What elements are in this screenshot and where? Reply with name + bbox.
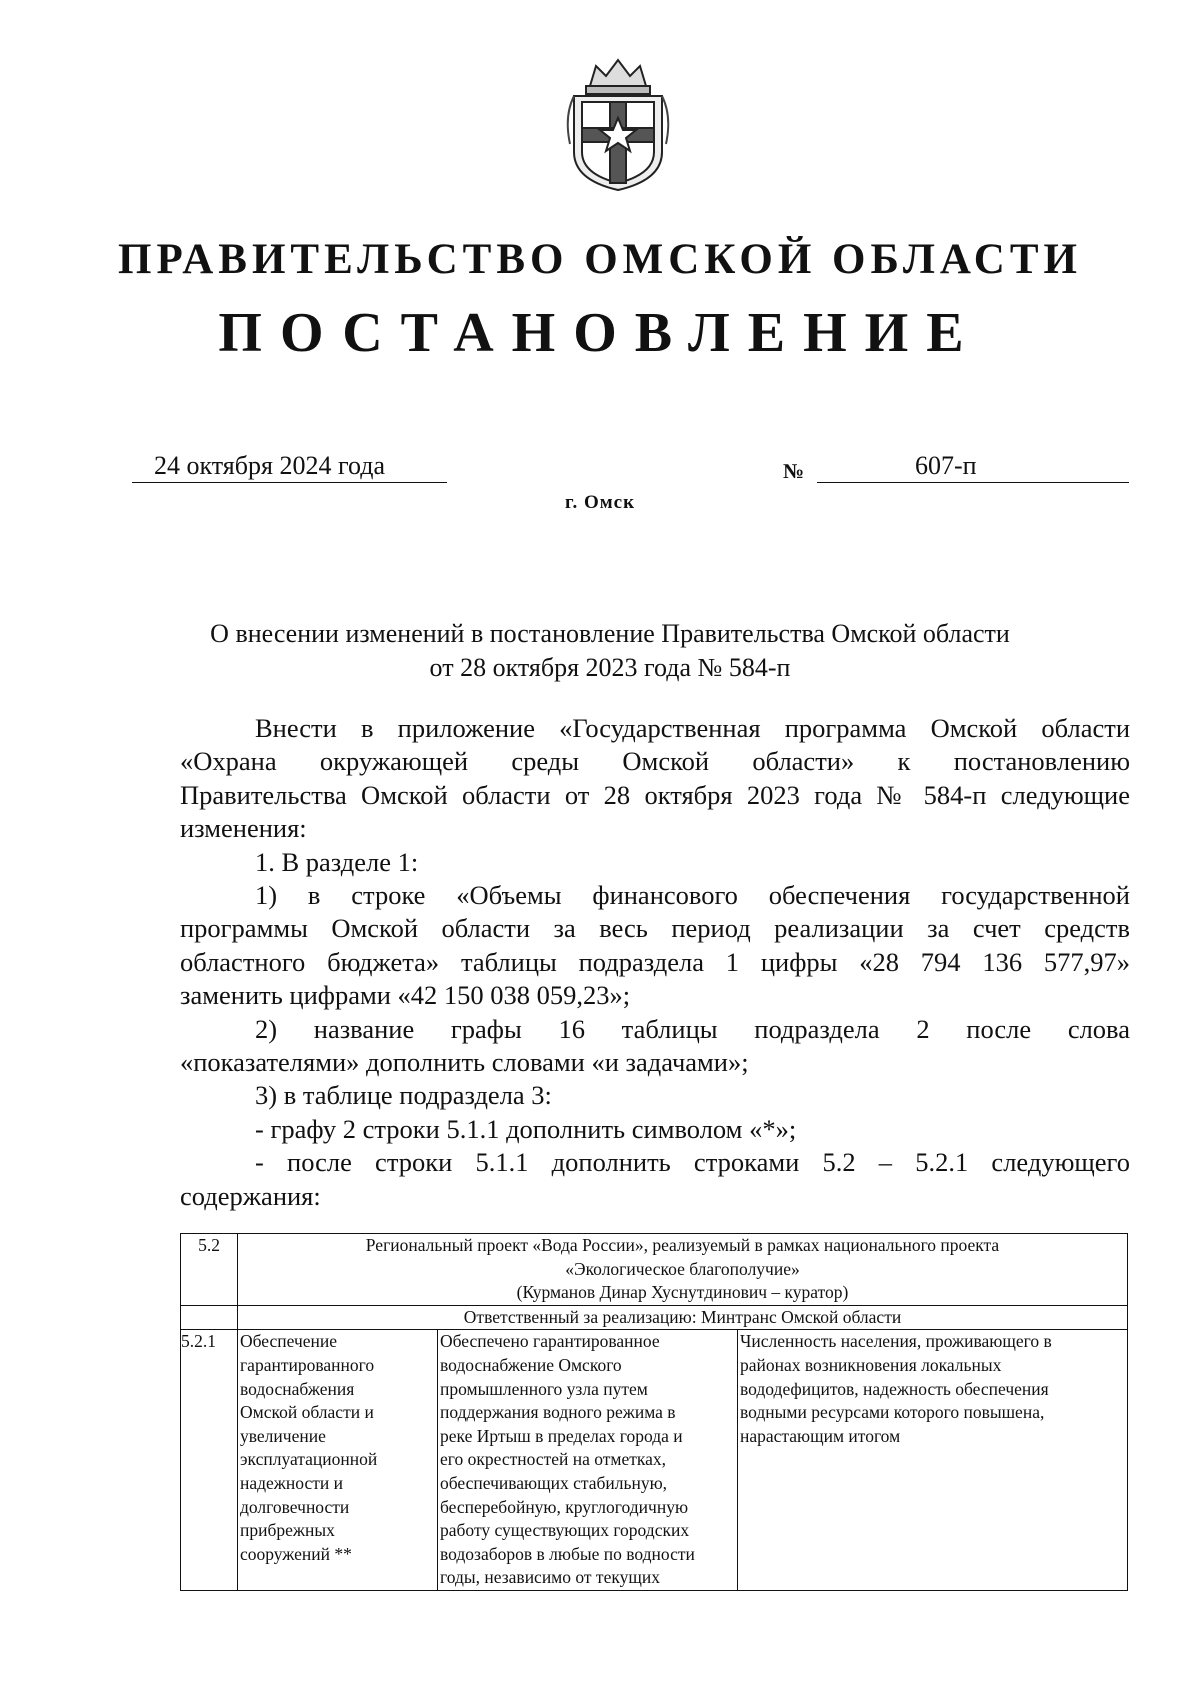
task-cell	[238, 1330, 438, 1591]
cell-line: районах возникновения локальных	[740, 1354, 1002, 1375]
cell-line: долговечности	[240, 1496, 350, 1517]
city-label: г. Омск	[564, 492, 636, 513]
row-number-cell: 5.2.1	[181, 1330, 238, 1591]
table-row	[181, 1305, 1128, 1330]
cell-line: его окрестностей на отметках,	[440, 1449, 667, 1470]
cell-line: Обеспечено гарантированное	[440, 1331, 660, 1352]
body-line: «Охрана окружающей среды Омской области» к постановлению	[180, 746, 1130, 777]
body-line: «показателями» дополнить словами «и задачами»;	[180, 1047, 749, 1078]
table-row	[181, 1234, 1128, 1306]
cell-line: Омской области и	[240, 1402, 374, 1423]
cell-line: работу существующих городских	[440, 1520, 690, 1541]
amendment-table	[180, 1233, 1128, 1591]
document-type-title: ПОСТАНОВЛЕНИЕ	[218, 302, 982, 364]
cell-line: «Экологическое благополучие»	[565, 1258, 800, 1279]
responsible-cell: Ответственный за реализацию: Минтранс Омской области	[238, 1305, 1128, 1330]
document-number: 607-п	[817, 450, 1129, 483]
cell-line: (Курманов Динар Хуснутдинович – куратор)	[516, 1282, 849, 1303]
table-row	[181, 1330, 1128, 1591]
body-line: 2) название графы 16 таблицы подраздела 2 после слова	[255, 1013, 1130, 1044]
cell-line: гарантированного	[240, 1354, 375, 1375]
body-line: 1. В разделе 1:	[255, 846, 419, 877]
omsk-coat-of-arms-emblem	[560, 56, 676, 192]
cell-line: вододефицитов, надежность обеспечения	[740, 1378, 1049, 1399]
indicator-cell	[738, 1330, 1128, 1591]
cell-line: нарастающим итогом	[740, 1425, 901, 1446]
cell-line: Региональный проект «Вода России», реализуемый в рамках национального проекта	[365, 1235, 1000, 1255]
subject-line: от 28 октября 2023 года № 584-п	[429, 653, 791, 682]
result-cell	[438, 1330, 738, 1591]
cell-line: годы, независимо от текущих	[440, 1567, 660, 1588]
body-line: программы Омской области за весь период реализации за счет средств	[180, 913, 1130, 944]
cell-line: реке Иртыш в пределах города и	[440, 1425, 683, 1446]
cell-line: поддержания водного режима в	[440, 1402, 676, 1423]
body-line: Правительства Омской области от 28 октября 2023 года № 584-п следующие	[180, 779, 1130, 810]
body-line: Внести в приложение «Государственная программа Омской области	[255, 713, 1130, 743]
body-line: заменить цифрами «42 150 038 059,23»;	[180, 980, 631, 1011]
cell-line: Обеспечение	[240, 1331, 338, 1352]
body-line: - графу 2 строки 5.1.1 дополнить символом «*»;	[255, 1113, 797, 1144]
cell-line: бесперебойную, круглогодичную	[440, 1496, 689, 1517]
cell-line: сооружений **	[240, 1543, 352, 1564]
cell-line: водоснабжение Омского	[440, 1354, 622, 1375]
subject-line: О внесении изменений в постановление Правительства Омской области	[210, 619, 1010, 648]
cell-line: эксплуатационной	[240, 1449, 378, 1470]
body-line: 1) в строке «Объемы финансового обеспечения государственной	[255, 880, 1130, 911]
cell-line: обеспечивающих стабильную,	[440, 1472, 668, 1493]
body-line: содержания:	[180, 1180, 321, 1211]
cell-line: прибрежных	[240, 1520, 335, 1541]
cell-line: водозаборов в любые по водности	[440, 1543, 695, 1564]
document-body	[180, 712, 1130, 1213]
cell-line: промышленного узла путем	[440, 1378, 648, 1399]
project-title-cell	[238, 1234, 1128, 1306]
cell-line: Численность населения, проживающего в	[740, 1331, 1052, 1352]
body-line: - после строки 5.1.1 дополнить строками 5.2 – 5.2.1 следующего	[255, 1147, 1130, 1178]
cell-line: водоснабжения	[240, 1378, 355, 1399]
document-date: 24 октября 2024 года	[132, 450, 447, 483]
body-line: 3) в таблице подраздела 3:	[255, 1080, 552, 1111]
body-line: областного бюджета» таблицы подраздела 1 цифры «28 794 136 577,97»	[180, 946, 1130, 977]
cell-line: увеличение	[240, 1425, 326, 1446]
document-subject	[180, 617, 1040, 685]
empty-cell	[181, 1305, 238, 1330]
body-line: изменения:	[180, 813, 307, 844]
row-number-cell: 5.2	[181, 1234, 238, 1306]
cell-line: надежности и	[240, 1472, 343, 1493]
cell-line: водными ресурсами которого повышена,	[740, 1402, 1045, 1423]
government-title: ПРАВИТЕЛЬСТВО ОМСКОЙ ОБЛАСТИ	[118, 236, 1082, 283]
number-label: №	[783, 459, 805, 483]
